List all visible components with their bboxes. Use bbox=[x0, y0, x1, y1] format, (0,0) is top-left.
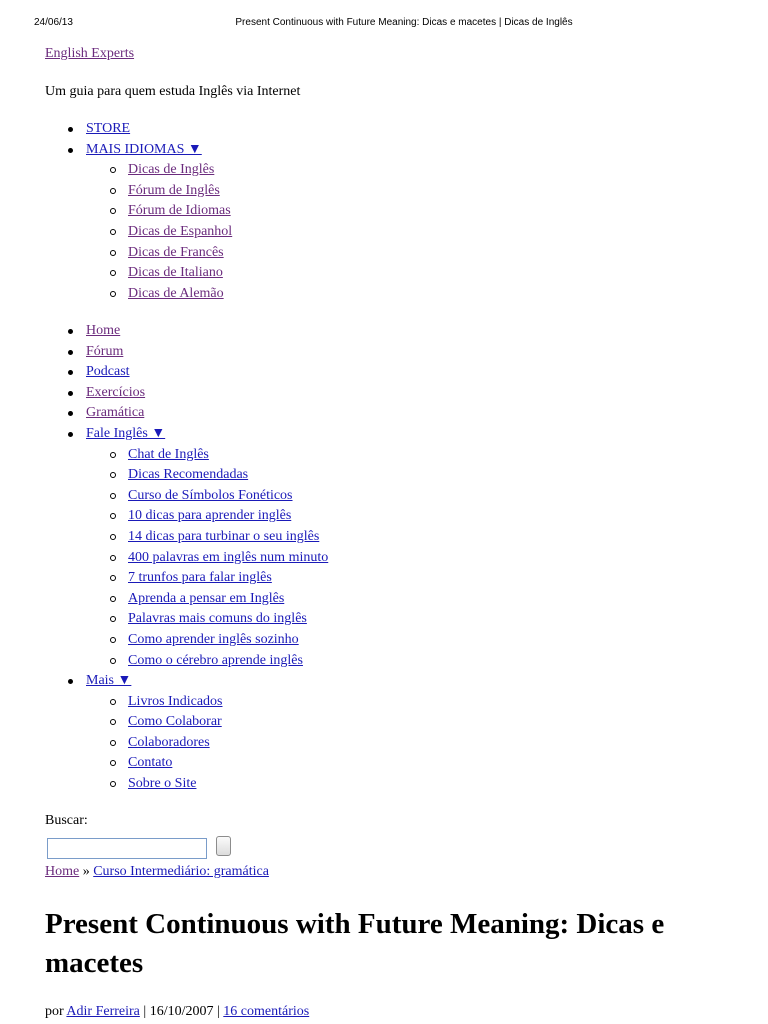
submenu-item bbox=[86, 733, 328, 754]
search-label: Buscar: bbox=[45, 813, 88, 828]
site-name-link[interactable]: English Experts bbox=[45, 46, 135, 61]
breadcrumb-home-link[interactable]: Home bbox=[45, 864, 80, 879]
submenu-link-14-dicas[interactable]: 14 dicas para turbinar o seu inglês bbox=[128, 528, 320, 544]
submenu-item bbox=[86, 506, 328, 527]
menu-item-fale-ingles bbox=[45, 424, 328, 671]
menu-item-home bbox=[45, 321, 328, 342]
submenu-link-dicas-de-alemao[interactable]: Dicas de Alemão bbox=[128, 285, 224, 301]
submenu-item bbox=[86, 548, 328, 569]
menu-link-gramatica[interactable]: Gramática bbox=[86, 405, 145, 421]
submenu-item bbox=[86, 568, 328, 589]
menu-link-exercicios[interactable]: Exercícios bbox=[86, 384, 146, 400]
submenu-item bbox=[86, 753, 328, 774]
breadcrumb-separator: » bbox=[82, 864, 90, 879]
submenu-fale-ingles bbox=[86, 445, 328, 672]
menu-link-home[interactable]: Home bbox=[86, 323, 121, 338]
submenu-link-livros-indicados[interactable]: Livros Indicados bbox=[128, 693, 223, 709]
menu-link-mais[interactable]: Mais ▼ bbox=[86, 673, 132, 689]
submenu-item bbox=[86, 181, 232, 202]
submenu-link-dicas-de-italiano[interactable]: Dicas de Italiano bbox=[128, 265, 223, 281]
breadcrumb bbox=[45, 864, 269, 880]
submenu-item bbox=[86, 284, 232, 305]
print-header bbox=[0, 17, 768, 33]
submenu-link-forum-de-idiomas[interactable]: Fórum de Idiomas bbox=[128, 203, 231, 219]
submenu-link-aprender-sozinho[interactable]: Como aprender inglês sozinho bbox=[128, 631, 299, 647]
print-date: 24/06/13 bbox=[34, 17, 73, 28]
menu-item-exercicios bbox=[45, 383, 328, 404]
submenu-item bbox=[86, 527, 328, 548]
byline-separator: | bbox=[216, 1004, 220, 1019]
search-submit-button[interactable] bbox=[216, 836, 231, 856]
submenu-item bbox=[86, 465, 328, 486]
comments-link[interactable]: 16 comentários bbox=[223, 1004, 310, 1019]
submenu-link-sobre-o-site[interactable]: Sobre o Site bbox=[128, 776, 197, 792]
submenu-item bbox=[86, 486, 328, 507]
submenu-item bbox=[86, 201, 232, 222]
submenu-link-forum-de-ingles[interactable]: Fórum de Inglês bbox=[128, 182, 220, 198]
submenu-link-contato[interactable]: Contato bbox=[128, 755, 173, 771]
submenu-link-dicas-de-espanhol[interactable]: Dicas de Espanhol bbox=[128, 223, 233, 239]
byline-separator: | bbox=[143, 1004, 147, 1019]
submenu-link-400-palavras[interactable]: 400 palavras em inglês num minuto bbox=[128, 549, 329, 565]
byline-prefix: por bbox=[45, 1004, 64, 1019]
submenu-item bbox=[86, 222, 232, 243]
menu-link-podcast[interactable]: Podcast bbox=[86, 364, 130, 380]
author-link[interactable]: Adir Ferreira bbox=[66, 1004, 140, 1019]
submenu-link-como-colaborar[interactable]: Como Colaborar bbox=[128, 714, 222, 730]
submenu-mais-idiomas bbox=[86, 160, 232, 304]
submenu-link-chat-de-ingles[interactable]: Chat de Inglês bbox=[128, 446, 209, 462]
menu-item-forum bbox=[45, 342, 328, 363]
submenu-item bbox=[86, 589, 328, 610]
menu-item-mais-idiomas bbox=[45, 140, 232, 305]
submenu-link-cerebro-aprende[interactable]: Como o cérebro aprende inglês bbox=[128, 652, 303, 668]
submenu-link-dicas-recomendadas[interactable]: Dicas Recomendadas bbox=[128, 467, 249, 483]
article-date: 16/10/2007 bbox=[149, 1004, 214, 1019]
submenu-mais bbox=[86, 692, 328, 795]
submenu-link-colaboradores[interactable]: Colaboradores bbox=[128, 734, 210, 750]
submenu-link-curso-simbolos-foneticos[interactable]: Curso de Símbolos Fonéticos bbox=[128, 487, 293, 503]
submenu-item bbox=[86, 692, 328, 713]
menu-link-mais-idiomas[interactable]: MAIS IDIOMAS ▼ bbox=[86, 141, 202, 157]
menu-item-store bbox=[45, 119, 232, 140]
submenu-item bbox=[86, 651, 328, 672]
submenu-link-dicas-de-ingles[interactable]: Dicas de Inglês bbox=[128, 162, 215, 178]
site-tagline: Um guia para quem estuda Inglês via Internet bbox=[45, 84, 301, 99]
menu-item-mais bbox=[45, 671, 328, 795]
main-menu bbox=[45, 321, 328, 795]
submenu-link-dicas-de-frances[interactable]: Dicas de Francês bbox=[128, 244, 224, 260]
submenu-item bbox=[86, 263, 232, 284]
menu-link-store[interactable]: STORE bbox=[86, 121, 131, 136]
breadcrumb-category-link[interactable]: Curso Intermediário: gramática bbox=[93, 864, 269, 879]
submenu-link-10-dicas[interactable]: 10 dicas para aprender inglês bbox=[128, 508, 292, 524]
submenu-item bbox=[86, 630, 328, 651]
menu-link-fale-ingles[interactable]: Fale Inglês ▼ bbox=[86, 425, 166, 441]
page-title: Present Continuous with Future Meaning: Dicas e macetes bbox=[45, 908, 665, 979]
menu-item-podcast bbox=[45, 362, 328, 383]
submenu-item bbox=[86, 609, 328, 630]
submenu-item bbox=[86, 712, 328, 733]
submenu-item bbox=[86, 243, 232, 264]
submenu-item bbox=[86, 160, 232, 181]
submenu-link-palavras-mais-comuns[interactable]: Palavras mais comuns do inglês bbox=[128, 611, 307, 627]
submenu-item bbox=[86, 445, 328, 466]
article-byline bbox=[45, 1004, 309, 1020]
menu-item-gramatica bbox=[45, 403, 328, 424]
submenu-link-7-trunfos[interactable]: 7 trunfos para falar inglês bbox=[128, 570, 272, 586]
print-document-title: Present Continuous with Future Meaning: Dicas e macetes | Dicas de Inglês bbox=[235, 17, 573, 28]
top-menu bbox=[45, 119, 232, 304]
submenu-link-aprenda-a-pensar[interactable]: Aprenda a pensar em Inglês bbox=[128, 590, 285, 606]
search-input[interactable] bbox=[47, 838, 207, 859]
menu-link-forum[interactable]: Fórum bbox=[86, 343, 124, 359]
submenu-item bbox=[86, 774, 328, 795]
